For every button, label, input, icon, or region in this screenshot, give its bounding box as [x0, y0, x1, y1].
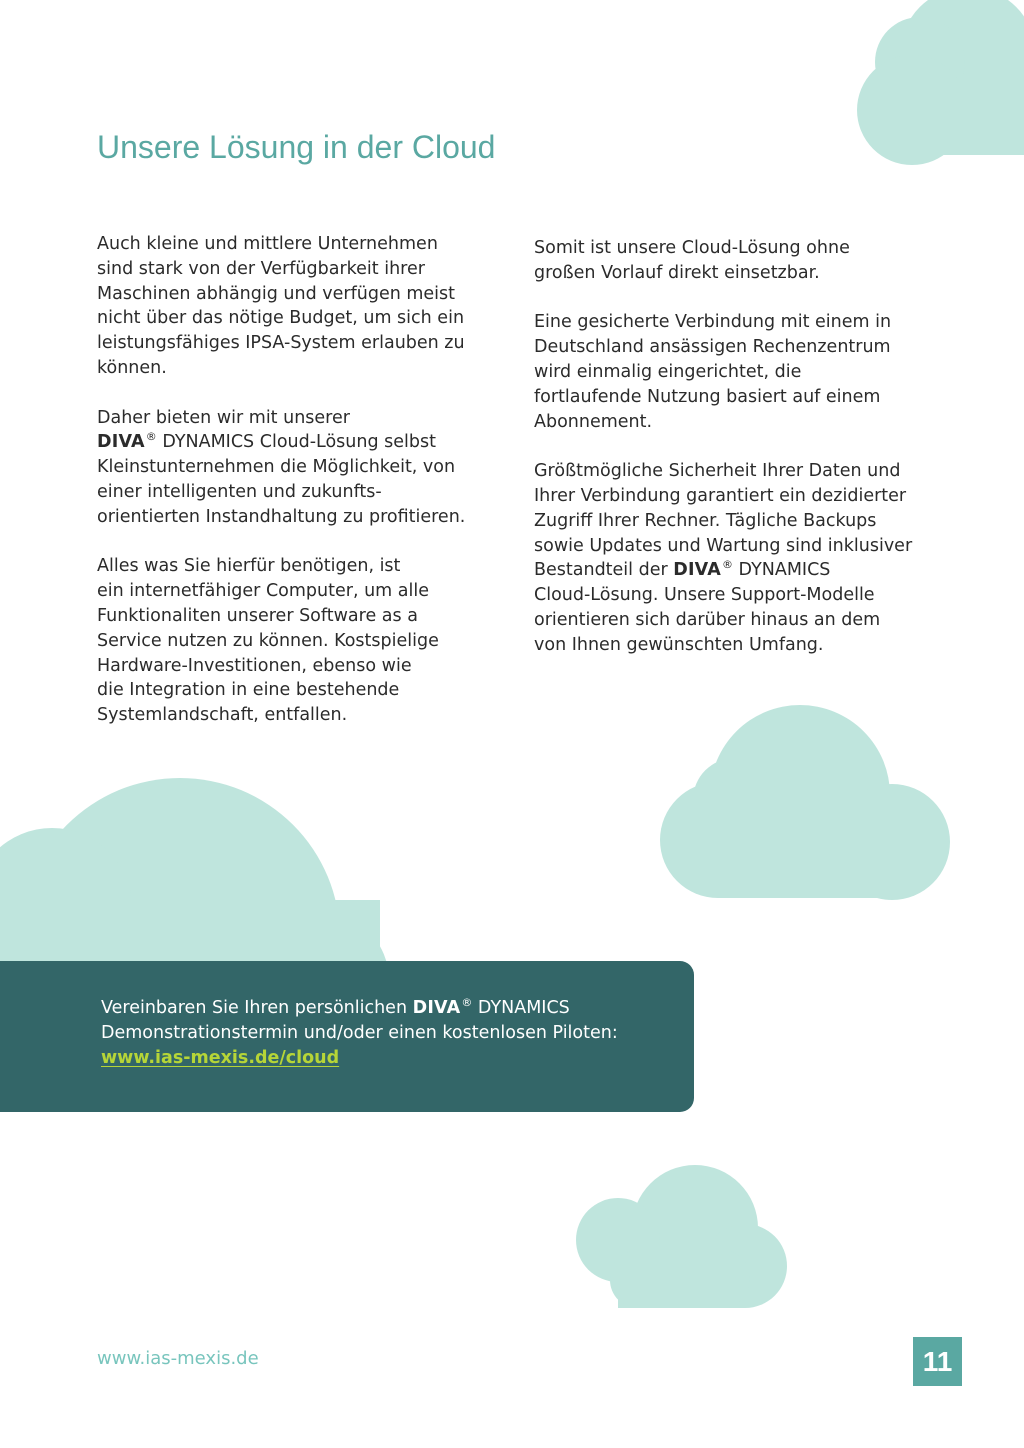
registered-mark: ®	[145, 430, 157, 444]
text-fragment: Bestandteil der	[534, 560, 674, 581]
registered-mark: ®	[721, 558, 733, 572]
text-line: Kleinstunternehmen die Möglichkeit, von	[97, 457, 456, 478]
text-line: von Ihnen gewünschten Umfang.	[534, 634, 824, 655]
text-line: Demonstrationstermin und/oder einen kostenlosen Piloten:	[101, 1022, 618, 1043]
text-line: Funktionaliten unserer Software as a	[97, 605, 418, 626]
text-line: wird einmalig eingerichtet, die	[534, 361, 802, 382]
registered-mark: ®	[461, 996, 473, 1009]
text-fragment: DYNAMICS	[472, 998, 570, 1018]
text-line: Hardware-Investitionen, ebenso wie	[97, 655, 412, 676]
text-line: Cloud-Lösung. Unsere Support-Modelle	[534, 585, 875, 606]
text-line: orientieren sich darüber hinaus an dem	[534, 609, 881, 630]
cloud-mid-right	[660, 705, 950, 900]
cloud-bottom	[576, 1165, 787, 1308]
right-column	[534, 236, 944, 682]
right-paragraph-1	[534, 236, 944, 286]
text-line: Auch kleine und mittlere Unternehmen	[97, 234, 438, 254]
text-line: Systemlandschaft, entfallen.	[97, 705, 348, 726]
text-line	[101, 996, 618, 1021]
text-line: großen Vorlauf direkt einsetzbar.	[534, 262, 820, 283]
text-line: Alles was Sie hierfür benötigen, ist	[97, 556, 401, 577]
cloud-link[interactable]: www.ias-mexis.de/cloud	[101, 1047, 340, 1068]
text-line: fortlaufende Nutzung basiert auf einem	[534, 386, 881, 407]
text-line: Eine gesicherte Verbindung mit einem in	[534, 312, 892, 333]
right-paragraph-2	[534, 310, 944, 434]
text-line: Größtmögliche Sicherheit Ihrer Daten und	[534, 461, 901, 482]
text-line: nicht über das nötige Budget, um sich ein	[97, 308, 465, 329]
text-line: orientierten Instandhaltung zu profitieren.	[97, 506, 466, 527]
text-line: Ihrer Verbindung garantiert ein dezidierter	[534, 485, 907, 506]
text-line: Service nutzen zu können. Kostspielige	[97, 630, 439, 651]
text-fragment: DYNAMICS Cloud-Lösung selbst	[156, 432, 436, 453]
text-line: leistungsfähiges IPSA-System erlauben zu	[97, 333, 465, 354]
text-line: ein internetfähiger Computer, um alle	[97, 581, 429, 602]
text-line	[101, 1046, 618, 1071]
left-paragraph-1	[97, 232, 507, 381]
text-line: Somit ist unsere Cloud-Lösung ohne	[534, 238, 850, 258]
page-title: Unsere Lösung in der Cloud	[97, 129, 496, 165]
text-line	[97, 430, 507, 455]
text-line: können.	[97, 357, 167, 378]
text-fragment: Vereinbaren Sie Ihren persönlichen	[101, 998, 413, 1018]
cloud-top-right	[857, 0, 1024, 165]
page-number: 11	[913, 1337, 962, 1386]
text-line: Maschinen abhängig und verfügen meist	[97, 283, 456, 304]
brand-name: DIVA	[412, 998, 461, 1018]
cta-text	[101, 996, 618, 1070]
text-fragment: DYNAMICS	[732, 560, 831, 581]
left-column	[97, 232, 507, 753]
footer-url[interactable]: www.ias-mexis.de	[97, 1348, 259, 1369]
left-paragraph-3	[97, 554, 507, 728]
right-paragraph-3	[534, 459, 944, 657]
text-line	[534, 558, 944, 583]
text-line: Deutschland ansässigen Rechenzentrum	[534, 337, 891, 358]
text-line: Abonnement.	[534, 411, 653, 432]
text-line: Daher bieten wir mit unserer	[97, 407, 350, 428]
text-line: sowie Updates und Wartung sind inklusiver	[534, 535, 913, 556]
text-line: einer intelligenten und zukunfts-	[97, 481, 382, 502]
text-line: die Integration in eine bestehende	[97, 680, 400, 701]
text-line: Zugriff Ihrer Rechner. Tägliche Backups	[534, 510, 877, 531]
brand-name: DIVA	[97, 432, 145, 453]
brand-name: DIVA	[673, 560, 721, 581]
text-line: sind stark von der Verfügbarkeit ihrer	[97, 258, 425, 279]
cta-banner	[0, 961, 694, 1112]
left-paragraph-2	[97, 406, 507, 530]
